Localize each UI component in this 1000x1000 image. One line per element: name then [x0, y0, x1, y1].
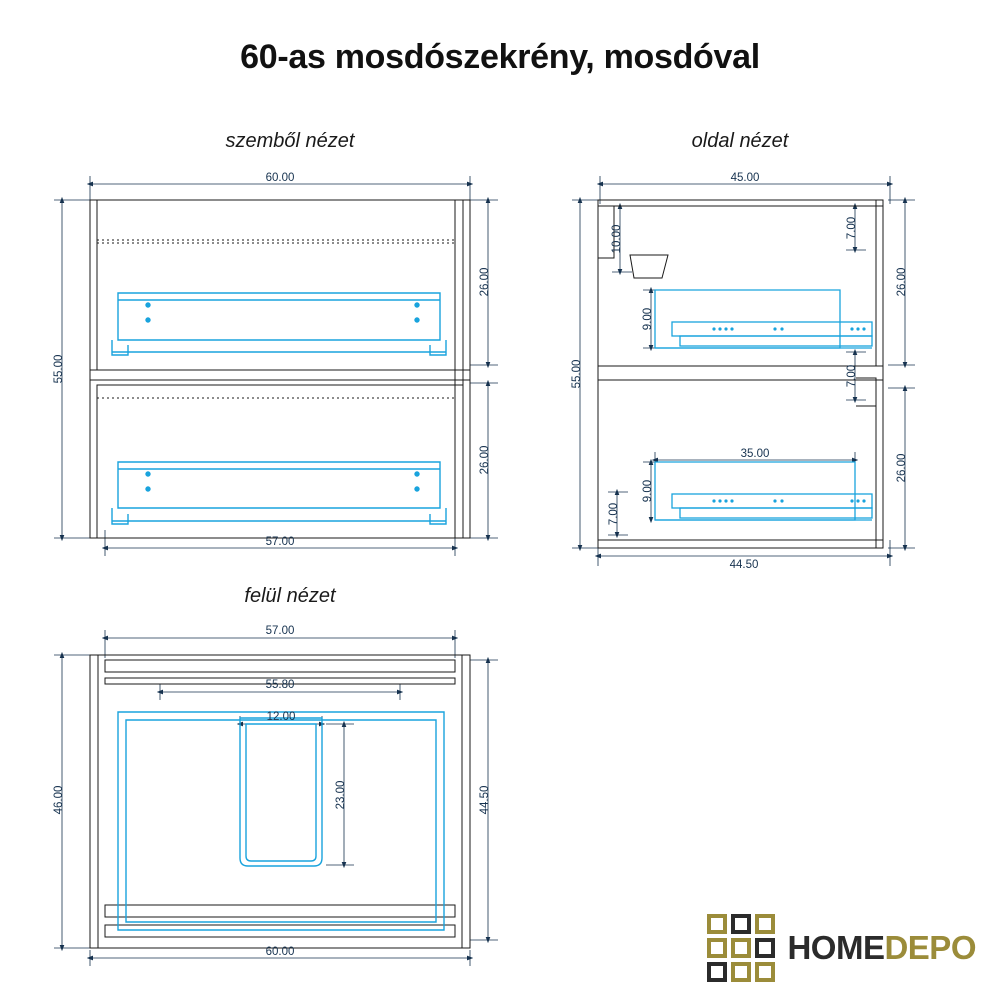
logo-text-home: HOME — [787, 929, 885, 966]
dim-top-outer-width: 57.00 — [265, 625, 295, 637]
dim-top-cutout-width: 12.00 — [266, 711, 296, 723]
dim-side-upper-height: 26.00 — [896, 267, 908, 297]
dim-front-top-width: 60.00 — [265, 172, 295, 184]
dim-side-lower-rail-offset: 9.00 — [642, 479, 654, 503]
logo-text-depo: DEPO — [884, 929, 976, 966]
side-view-runner-highlights — [655, 290, 872, 520]
logo-cell — [707, 962, 727, 982]
dim-front-lower-drawer-height: 26.00 — [479, 445, 491, 475]
front-view-drawer-highlights — [112, 293, 446, 524]
logo-cell — [755, 914, 775, 934]
logo-cell — [755, 938, 775, 958]
dim-side-upper-left-offset: 10.00 — [611, 224, 623, 254]
view-label-top: felül nézet — [244, 585, 336, 607]
logo-cell — [755, 962, 775, 982]
logo-mark — [707, 914, 775, 982]
dim-front-total-height: 55.00 — [53, 354, 65, 384]
dim-top-basin-width: 55.80 — [265, 679, 295, 691]
dim-side-lower-rail-length: 35.00 — [740, 448, 770, 460]
dim-side-upper-rail-offset: 9.00 — [642, 307, 654, 331]
page-title: 60-as mosdószekrény, mosdóval — [240, 38, 760, 76]
side-view-geometry — [598, 200, 883, 548]
view-label-front: szemből nézet — [225, 130, 355, 152]
dim-front-upper-drawer-height: 26.00 — [479, 267, 491, 297]
dim-top-cutout-depth: 23.00 — [335, 780, 347, 810]
dim-top-bottom-width: 60.00 — [265, 946, 295, 958]
logo-cell — [707, 914, 727, 934]
dim-side-upper-right-offset: 7.00 — [846, 216, 858, 240]
brand-logo — [707, 914, 976, 982]
dim-top-left-depth: 46.00 — [53, 785, 65, 815]
dim-side-mid-right-offset: 7.00 — [846, 364, 858, 388]
logo-cell — [731, 914, 751, 934]
logo-cell — [707, 938, 727, 958]
dimension-lines-front — [54, 176, 498, 556]
dim-side-lower-left-offset: 7.00 — [608, 502, 620, 526]
dim-side-total-height: 55.00 — [571, 359, 583, 389]
top-view-basin-highlight — [118, 712, 444, 930]
dim-top-right-depth: 44.50 — [479, 785, 491, 815]
dim-side-top-depth: 45.00 — [730, 172, 760, 184]
logo-cell — [731, 962, 751, 982]
dim-side-lower-height: 26.00 — [896, 453, 908, 483]
view-label-side: oldal nézet — [691, 130, 789, 152]
logo-wordmark — [787, 929, 976, 967]
logo-cell — [731, 938, 751, 958]
dim-front-bottom-width: 57.00 — [265, 536, 295, 548]
dim-side-bottom-depth: 44.50 — [729, 559, 759, 571]
top-view-geometry — [90, 655, 470, 948]
